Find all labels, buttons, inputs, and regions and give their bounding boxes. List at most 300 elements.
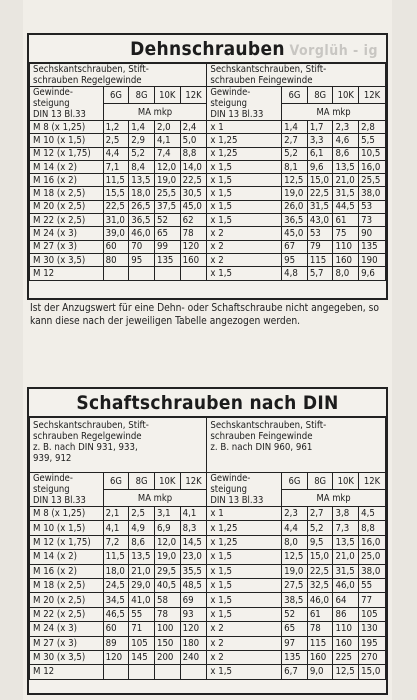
grade-10k: 10K	[333, 473, 359, 490]
schaftschrauben-grid	[29, 417, 386, 680]
torque-value: 4,6	[333, 134, 359, 147]
schaftschrauben-table-box	[27, 387, 388, 695]
grade-6g: 6G	[103, 473, 129, 490]
torque-value: 120	[103, 650, 129, 664]
thread-pitch-fine: x 2	[207, 636, 282, 650]
torque-value: 14,0	[180, 160, 207, 173]
torque-value: 120	[180, 622, 207, 636]
torque-value: 32,5	[307, 578, 333, 592]
torque-value: 12,0	[154, 535, 180, 549]
torque-value: 36,5	[129, 214, 155, 227]
col-label-line3: DIN 13 Bl.33	[33, 495, 86, 506]
schaft-right-header-line1: Sechskantschrauben, Stift-	[210, 420, 327, 431]
torque-value: 53	[359, 200, 386, 213]
schaft-left-unit: MA mkp	[103, 490, 207, 507]
dehn-right-header-line2: schrauben Feingewinde	[210, 75, 313, 86]
col-label-line1: Gewinde-	[210, 473, 251, 484]
col-label-line2: steigung	[210, 484, 248, 495]
torque-value: 160	[180, 253, 207, 266]
torque-value: 16,0	[359, 535, 386, 549]
thread-size-regular: M 27 (x 3)	[30, 240, 104, 253]
thread-pitch-fine: x 1,25	[207, 521, 282, 535]
torque-value: 8,4	[129, 160, 155, 173]
torque-value: 15,0	[307, 174, 333, 187]
thread-pitch-fine: x 1,5	[207, 214, 282, 227]
torque-value: 75	[333, 227, 359, 240]
col-label-line2: steigung	[33, 484, 70, 495]
table-row	[30, 521, 386, 535]
torque-value: 55	[359, 578, 386, 592]
torque-value: 12,0	[154, 160, 180, 173]
torque-value: 240	[180, 650, 207, 664]
torque-value: 38,0	[359, 564, 386, 578]
torque-value: 2,7	[307, 507, 333, 521]
thread-pitch-fine: x 1,25	[207, 134, 282, 147]
torque-value: 12,5	[333, 665, 359, 679]
torque-value: 4,9	[129, 521, 155, 535]
grade-8g: 8G	[129, 473, 155, 490]
torque-value: 4,4	[103, 147, 129, 160]
torque-value: 18,0	[103, 564, 129, 578]
torque-value	[180, 665, 207, 679]
thread-size-regular: M 10 (x 1,5)	[30, 521, 104, 535]
torque-value: 46,0	[307, 593, 333, 607]
torque-value: 7,2	[103, 535, 129, 549]
dehnschrauben-table-box	[27, 33, 388, 300]
col-label-line3: DIN 13 Bl.33	[210, 495, 264, 506]
grade-12k: 12K	[180, 473, 207, 490]
torque-value: 97	[282, 636, 308, 650]
torque-value: 62	[180, 214, 207, 227]
thread-pitch-fine: x 1,5	[207, 550, 282, 564]
table-row	[30, 200, 386, 213]
torque-value: 9,6	[307, 160, 333, 173]
col-label-line3: DIN 13 Bl.33	[33, 109, 86, 120]
thread-size-regular: M 12	[30, 267, 104, 280]
grade-10k: 10K	[154, 473, 180, 490]
torque-value: 5,2	[307, 521, 333, 535]
schaft-left-header-line4: 939, 912	[33, 453, 72, 464]
torque-value: 12,5	[282, 174, 308, 187]
torque-value: 58	[154, 593, 180, 607]
thread-size-regular: M 10 (x 1,5)	[30, 134, 104, 147]
torque-value: 160	[307, 650, 333, 664]
watermark: Vorglüh - ig	[289, 43, 378, 59]
torque-value: 44,5	[333, 200, 359, 213]
grade-8g: 8G	[307, 87, 333, 104]
torque-value: 22,5	[180, 174, 207, 187]
table-row	[30, 593, 386, 607]
torque-value: 60	[103, 622, 129, 636]
torque-value: 64	[333, 593, 359, 607]
torque-value: 25,0	[359, 550, 386, 564]
torque-value: 145	[129, 650, 155, 664]
torque-value: 7,3	[333, 521, 359, 535]
torque-value: 16,0	[359, 160, 386, 173]
torque-value: 5,7	[307, 267, 333, 280]
torque-value: 135	[154, 253, 180, 266]
torque-value: 67	[282, 240, 308, 253]
torque-value: 22,5	[307, 187, 333, 200]
torque-value	[154, 267, 180, 280]
torque-value: 26,5	[129, 200, 155, 213]
thread-size-regular: M 20 (x 2,5)	[30, 593, 104, 607]
schaft-right-header-line2: schrauben Feingewinde	[210, 431, 313, 442]
thread-size-regular: M 14 (x 2)	[30, 160, 104, 173]
thread-pitch-fine: x 1,5	[207, 200, 282, 213]
torque-value: 5,5	[359, 134, 386, 147]
torque-value: 15,5	[103, 187, 129, 200]
torque-value: 2,5	[103, 134, 129, 147]
dehn-right-header	[207, 64, 386, 87]
thread-pitch-fine: x 1,5	[207, 174, 282, 187]
thread-size-regular: M 12	[30, 665, 104, 679]
thread-size-regular: M 12 (x 1,75)	[30, 535, 104, 549]
torque-value: 35,5	[180, 564, 207, 578]
torque-value: 150	[154, 636, 180, 650]
torque-value: 4,1	[180, 507, 207, 521]
table-row	[30, 550, 386, 564]
torque-value: 4,8	[282, 267, 308, 280]
thread-size-regular: M 20 (x 2,5)	[30, 200, 104, 213]
thread-size-regular: M 30 (x 3,5)	[30, 253, 104, 266]
torque-value: 77	[359, 593, 386, 607]
thread-pitch-fine: x 1,25	[207, 147, 282, 160]
torque-value: 5,2	[282, 147, 308, 160]
thread-size-regular: M 14 (x 2)	[30, 550, 104, 564]
dehn-right-unit: MA mkp	[282, 104, 386, 121]
schaft-right-unit: MA mkp	[282, 490, 386, 507]
torque-value: 120	[180, 240, 207, 253]
thread-size-regular: M 16 (x 2)	[30, 174, 104, 187]
torque-value: 9,6	[359, 267, 386, 280]
torque-value: 13,5	[129, 550, 155, 564]
torque-value	[180, 267, 207, 280]
torque-value: 6,1	[307, 147, 333, 160]
torque-value: 8,1	[282, 160, 308, 173]
torque-value: 11,5	[103, 550, 129, 564]
torque-value: 10,5	[359, 147, 386, 160]
torque-value: 19,0	[282, 187, 308, 200]
thread-pitch-fine: x 2	[207, 240, 282, 253]
dehn-note: Ist der Anzugswert für eine Dehn- oder Schaftschraube nicht angegeben, so kann diese nach der jeweiligen Tabelle angezogen werden.	[30, 303, 379, 327]
schaft-right-header	[207, 418, 386, 473]
table-row	[30, 607, 386, 621]
table-row	[30, 174, 386, 187]
table-row	[30, 214, 386, 227]
col-label-line3: DIN 13 Bl.33	[210, 109, 264, 120]
torque-value: 22,5	[307, 564, 333, 578]
thread-size-regular: M 22 (x 2,5)	[30, 214, 104, 227]
thread-size-regular: M 18 (x 2,5)	[30, 578, 104, 592]
torque-value: 95	[129, 253, 155, 266]
table-row	[30, 267, 386, 280]
torque-value: 200	[154, 650, 180, 664]
torque-value: 3,1	[154, 507, 180, 521]
schaft-left-header-line3: z. B. nach DIN 931, 933,	[33, 442, 138, 453]
thread-pitch-fine: x 1,5	[207, 160, 282, 173]
table-row	[30, 636, 386, 650]
torque-value: 52	[282, 607, 308, 621]
grade-12k: 12K	[180, 87, 207, 104]
torque-value: 89	[103, 636, 129, 650]
table-row	[30, 622, 386, 636]
thread-size-regular: M 30 (x 3,5)	[30, 650, 104, 664]
torque-value: 26,0	[282, 200, 308, 213]
schaft-left-header-line1: Sechskantschrauben, Stift-	[33, 420, 149, 431]
torque-value: 52	[154, 214, 180, 227]
torque-value: 5,0	[180, 134, 207, 147]
torque-value: 8,0	[282, 535, 308, 549]
table-row	[30, 240, 386, 253]
torque-value: 13,5	[129, 174, 155, 187]
torque-value: 53	[307, 227, 333, 240]
table-row	[30, 187, 386, 200]
torque-value: 12,5	[282, 550, 308, 564]
torque-value: 105	[359, 607, 386, 621]
torque-value: 14,5	[180, 535, 207, 549]
torque-value: 69	[180, 593, 207, 607]
torque-value: 7,1	[103, 160, 129, 173]
torque-value: 38,5	[282, 593, 308, 607]
thread-size-regular: M 18 (x 2,5)	[30, 187, 104, 200]
torque-value: 46,0	[333, 578, 359, 592]
thread-pitch-fine: x 1,25	[207, 535, 282, 549]
table-row	[30, 578, 386, 592]
torque-value: 2,4	[180, 121, 207, 134]
torque-value: 3,8	[333, 507, 359, 521]
torque-value: 25,5	[359, 174, 386, 187]
torque-value: 31,5	[307, 200, 333, 213]
torque-value: 195	[359, 636, 386, 650]
table-row	[30, 227, 386, 240]
torque-value: 21,0	[333, 174, 359, 187]
thread-pitch-fine: x 1	[207, 121, 282, 134]
torque-value: 21,0	[333, 550, 359, 564]
torque-value: 8,8	[359, 521, 386, 535]
torque-value	[103, 267, 129, 280]
dehn-right-header-line1: Sechskantschrauben, Stift-	[210, 64, 327, 75]
torque-value: 29,5	[154, 564, 180, 578]
table-row	[30, 121, 386, 134]
torque-value: 7,4	[154, 147, 180, 160]
torque-value: 2,1	[103, 507, 129, 521]
schaft-left-col-label	[30, 473, 104, 507]
torque-value: 5,2	[129, 147, 155, 160]
thread-pitch-fine: x 1,5	[207, 593, 282, 607]
torque-value: 110	[333, 622, 359, 636]
torque-value: 2,3	[282, 507, 308, 521]
thread-size-regular: M 16 (x 2)	[30, 564, 104, 578]
torque-value: 78	[154, 607, 180, 621]
thread-pitch-fine: x 2	[207, 622, 282, 636]
schaft-left-header	[30, 418, 207, 473]
torque-value: 71	[129, 622, 155, 636]
torque-value: 15,0	[307, 550, 333, 564]
torque-value: 110	[333, 240, 359, 253]
torque-value: 135	[359, 240, 386, 253]
torque-value: 4,5	[359, 507, 386, 521]
torque-value: 27,5	[282, 578, 308, 592]
grade-6g: 6G	[282, 473, 308, 490]
thread-pitch-fine: x 2	[207, 227, 282, 240]
torque-value: 130	[359, 622, 386, 636]
torque-value: 60	[103, 240, 129, 253]
col-label-line2: steigung	[210, 98, 248, 109]
dehn-left-unit: MA mkp	[103, 104, 207, 121]
thread-size-regular: M 22 (x 2,5)	[30, 607, 104, 621]
torque-value: 39,0	[103, 227, 129, 240]
torque-value: 45,0	[282, 227, 308, 240]
grade-6g: 6G	[103, 87, 129, 104]
torque-value	[103, 665, 129, 679]
torque-value: 61	[333, 214, 359, 227]
dehn-left-header	[30, 64, 207, 87]
torque-value: 115	[307, 636, 333, 650]
torque-value: 225	[333, 650, 359, 664]
torque-value	[154, 665, 180, 679]
thread-size-regular: M 8 (x 1,25)	[30, 507, 104, 521]
schaftschrauben-title: Schaftschrauben nach DIN	[29, 389, 386, 417]
torque-value: 115	[307, 253, 333, 266]
table-row	[30, 535, 386, 549]
table-row	[30, 665, 386, 679]
torque-value: 180	[180, 636, 207, 650]
torque-value: 65	[154, 227, 180, 240]
grade-12k: 12K	[359, 87, 386, 104]
torque-value: 30,5	[180, 187, 207, 200]
grade-6g: 6G	[282, 87, 308, 104]
torque-value: 13,5	[333, 160, 359, 173]
torque-value: 2,3	[333, 121, 359, 134]
torque-value: 40,5	[154, 578, 180, 592]
thread-pitch-fine: x 1,5	[207, 267, 282, 280]
torque-value: 46,5	[103, 607, 129, 621]
dehn-left-header-line1: Sechskantschrauben, Stift-	[33, 64, 149, 75]
dehnschrauben-title	[29, 35, 386, 63]
dehn-right-col-label	[207, 87, 282, 121]
torque-value: 2,8	[359, 121, 386, 134]
torque-value: 8,3	[180, 521, 207, 535]
col-label-line1: Gewinde-	[210, 87, 251, 98]
torque-value: 25,5	[154, 187, 180, 200]
schaft-left-header-line2: schrauben Regelgewinde	[33, 431, 142, 442]
torque-value: 160	[333, 636, 359, 650]
torque-value: 2,7	[282, 134, 308, 147]
torque-value: 21,0	[129, 564, 155, 578]
torque-value: 4,4	[282, 521, 308, 535]
torque-value: 99	[154, 240, 180, 253]
thread-size-regular: M 24 (x 3)	[30, 622, 104, 636]
table-row	[30, 253, 386, 266]
torque-value: 2,0	[154, 121, 180, 134]
thread-pitch-fine: x 1,5	[207, 665, 282, 679]
torque-value: 19,0	[154, 550, 180, 564]
torque-value: 1,4	[129, 121, 155, 134]
torque-value: 6,7	[282, 665, 308, 679]
torque-value: 270	[359, 650, 386, 664]
torque-value: 190	[359, 253, 386, 266]
table-row	[30, 564, 386, 578]
torque-value: 38,0	[359, 187, 386, 200]
schaft-right-header-line3: z. B. nach DIN 960, 961	[210, 442, 313, 453]
torque-value: 8,6	[333, 147, 359, 160]
table-row	[30, 650, 386, 664]
torque-value: 15,0	[359, 665, 386, 679]
torque-value: 55	[129, 607, 155, 621]
table-row	[30, 134, 386, 147]
col-label-line2: steigung	[33, 98, 70, 109]
torque-value: 93	[180, 607, 207, 621]
thread-size-regular: M 27 (x 3)	[30, 636, 104, 650]
table-row	[30, 507, 386, 521]
torque-value: 31,0	[103, 214, 129, 227]
thread-pitch-fine: x 2	[207, 253, 282, 266]
torque-value: 2,5	[129, 507, 155, 521]
torque-value: 36,5	[282, 214, 308, 227]
torque-value: 78	[307, 622, 333, 636]
thread-size-regular: M 8 (x 1,25)	[30, 121, 104, 134]
torque-value: 135	[282, 650, 308, 664]
torque-value: 4,1	[154, 134, 180, 147]
thread-pitch-fine: x 1,5	[207, 607, 282, 621]
grade-8g: 8G	[129, 87, 155, 104]
torque-value: 43,0	[307, 214, 333, 227]
torque-value: 41,0	[129, 593, 155, 607]
dehn-title-text: Dehnschrauben	[130, 38, 285, 60]
table-row	[30, 160, 386, 173]
torque-value: 37,5	[154, 200, 180, 213]
thread-pitch-fine: x 1,5	[207, 578, 282, 592]
torque-value: 6,9	[154, 521, 180, 535]
torque-value: 4,1	[103, 521, 129, 535]
torque-value: 19,0	[154, 174, 180, 187]
torque-value: 23,0	[180, 550, 207, 564]
torque-value: 18,0	[129, 187, 155, 200]
torque-value: 1,2	[103, 121, 129, 134]
schaft-right-col-label	[207, 473, 282, 507]
torque-value: 19,0	[282, 564, 308, 578]
grade-10k: 10K	[333, 87, 359, 104]
torque-value: 1,4	[282, 121, 308, 134]
torque-value	[129, 665, 155, 679]
torque-value: 86	[333, 607, 359, 621]
torque-value: 11,5	[103, 174, 129, 187]
thread-size-regular: M 24 (x 3)	[30, 227, 104, 240]
torque-value: 70	[129, 240, 155, 253]
torque-value: 100	[154, 622, 180, 636]
torque-value	[129, 267, 155, 280]
torque-value: 9,5	[307, 535, 333, 549]
thread-size-regular: M 12 (x 1,75)	[30, 147, 104, 160]
torque-value: 29,0	[129, 578, 155, 592]
thread-pitch-fine: x 1	[207, 507, 282, 521]
dehn-rows	[30, 121, 386, 281]
torque-value: 48,5	[180, 578, 207, 592]
torque-value: 31,5	[333, 564, 359, 578]
dehnschrauben-grid	[29, 63, 386, 281]
col-label-line1: Gewinde-	[33, 87, 73, 98]
torque-value: 80	[103, 253, 129, 266]
torque-value: 8,6	[129, 535, 155, 549]
thread-pitch-fine: x 2	[207, 650, 282, 664]
torque-value: 65	[282, 622, 308, 636]
torque-value: 95	[282, 253, 308, 266]
schaft-rows	[30, 507, 386, 680]
torque-value: 2,9	[129, 134, 155, 147]
torque-value: 24,5	[103, 578, 129, 592]
torque-value: 79	[307, 240, 333, 253]
